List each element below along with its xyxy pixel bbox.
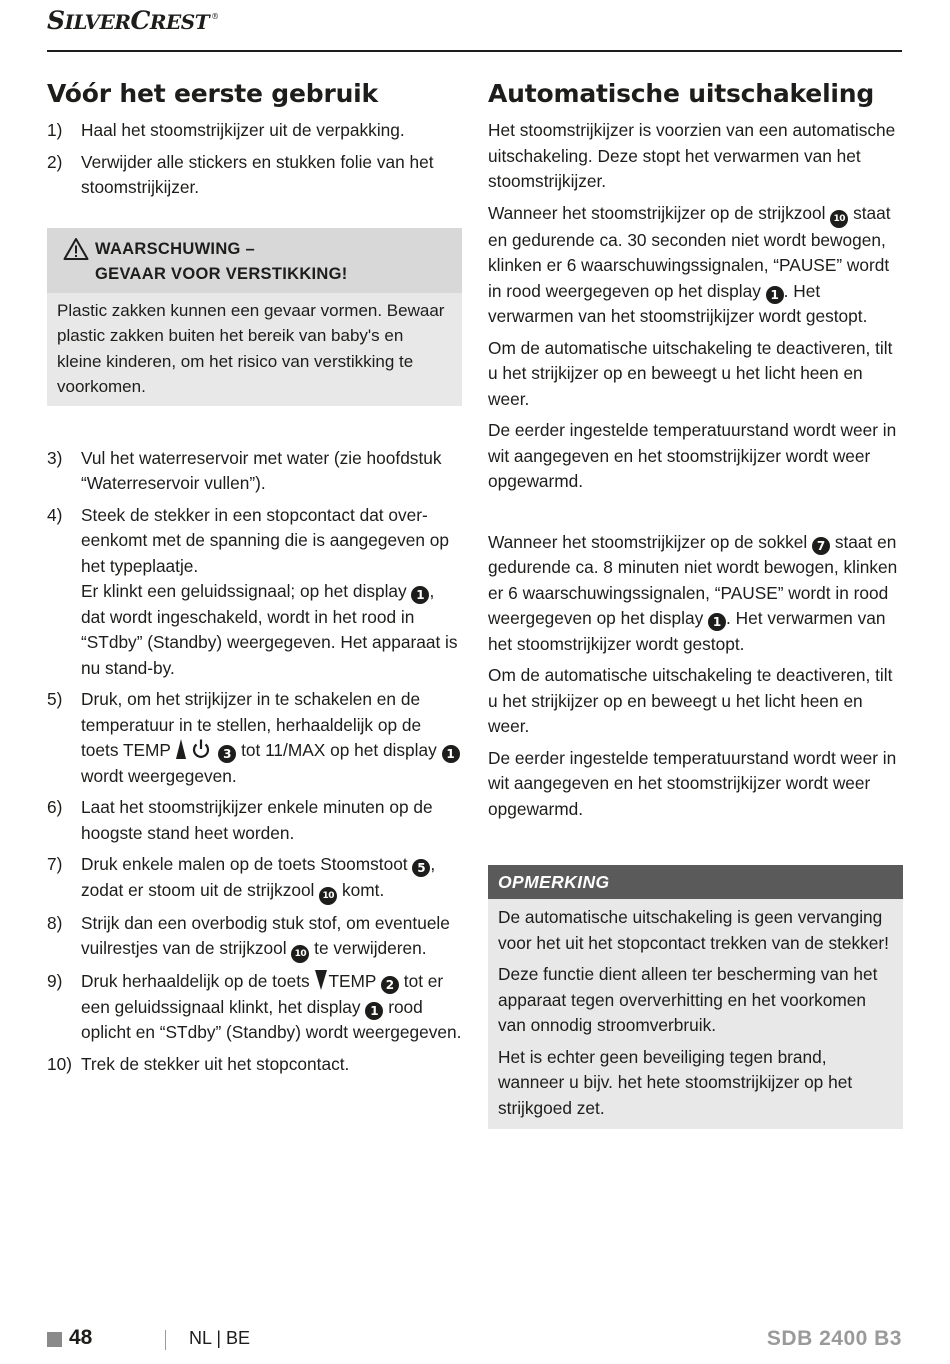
list-item: 3) Vul het waterreservoir met water (zie hoofdstuk “Waterreservoir vullen”). (47, 447, 442, 493)
ref-soleplate-icon: 10 (291, 945, 309, 963)
footer-divider (165, 1330, 166, 1350)
ref-soleplate-icon: 10 (319, 887, 337, 905)
section-title-first-use: Vóór het eerste gebruik (47, 79, 378, 108)
steps-list-a (47, 118, 462, 201)
paragraph: Om de automatische uitschakeling te deactiveren, tilt u het strijkijzer op en beweegt u het licht heen en weer. (488, 665, 893, 736)
paragraph: Wanneer het stoomstrijkijzer op de strijkzool 10 staat en gedurende ca. 30 seconden niet wordt bewogen, klinken er 6 waarschuwingssignalen, “PAUSE” wordt in rood weergegeven op het display 1 . Het verwarmen van het stoomstrijkijzer wordt gestopt. (488, 202, 891, 326)
temp-up-power-icon (175, 738, 213, 760)
warning-heading: WAARSCHUWING – GEVAAR VOOR VERSTIKKING! (47, 228, 462, 293)
list-item: 2) Verwijder alle stickers en stukken folie van het stoomstrijkijzer. (47, 151, 434, 197)
temp-down-icon (314, 969, 328, 991)
note-box (488, 865, 903, 1129)
list-item: 6) Laat het stoomstrijkijzer enkele minuten op de hoogste stand heet worden. (47, 797, 433, 843)
list-item: 5) Druk, om het strijkijzer in te schakelen en de temperatuur in te stellen, herhaaldelijk op de toets TEMP 3 tot 11/MAX op het display 1 wordt weergegeven. (47, 687, 462, 789)
page-header (47, 0, 902, 52)
warning-body: Plastic zakken kunnen een gevaar vormen. Bewaar plastic zakken buiten het bereik van baby's en kleine kinderen, om het risico van verstikking te voorkomen. (57, 300, 445, 396)
paragraph: De eerder ingestelde temperatuurstand wordt weer in wit aangegeven en het stoomstrijkijzer wordt weer opgewarmd. (488, 747, 897, 819)
note-heading: OPMERKING (488, 865, 903, 899)
ref-display-icon: 1 (766, 286, 784, 304)
ref-base-icon: 7 (812, 537, 830, 555)
ref-display-icon: 1 (365, 1002, 383, 1020)
list-item: 10) Trek de stekker uit het stopcontact. (47, 1053, 350, 1074)
section-title-auto-shutoff: Automatische uitschakeling (488, 79, 875, 108)
model-number: SDB 2400 B3 (766, 1327, 902, 1350)
page-footer (47, 1325, 902, 1355)
list-item: 9) Druk herhaaldelijk op de toets TEMP 2 tot er een geluidssignaal klinkt, het display 1 rood oplicht en “STdby” (Standby) wordt weergegeven. (47, 971, 462, 1042)
brand-logo: SILVERCREST ® (47, 6, 219, 35)
language-label: NL | BE (189, 1328, 251, 1348)
steps-list-b (47, 446, 462, 1078)
ref-soleplate-icon: 10 (830, 210, 848, 228)
paragraph: Om de automatische uitschakeling te deactiveren, tilt u het strijkijzer op en beweegt u het licht heen en weer. (488, 337, 893, 409)
note-paragraph: De automatische uitschakeling is geen vervanging voor het uit het stopcontact trekken van de stekker! (498, 907, 889, 953)
ref-steam-icon: 5 (412, 859, 430, 877)
ref-temp-up-icon: 3 (218, 745, 236, 763)
note-paragraph: Het is echter geen beveiliging tegen brand, wanneer u bijv. het hete stoomstrijkijzer op het strijkgoed zet. (498, 1046, 853, 1118)
list-item: 8) Strijk dan een overbodig stuk stof, om eventuele vuilrestjes van de strijkzool 10 te verwijderen. (47, 911, 462, 964)
ref-display-icon: 1 (708, 613, 726, 631)
list-item: 7) Druk enkele malen op de toets Stoomstoot 5 , zodat er stoom uit de strijkzool 10 komt. (47, 852, 462, 905)
footer-marker-icon (47, 1332, 62, 1347)
note-paragraph: Deze functie dient alleen ter bescherming van het apparaat tegen oververhitting en het voorkomen van onnodig stroomverbruik. (498, 964, 878, 1035)
warning-triangle-icon (63, 237, 89, 261)
list-item: 1) Haal het stoomstrijkijzer uit de verpakking. (47, 120, 405, 140)
paragraph: Wanneer het stoomstrijkijzer op de sokkel 7 staat en gedurende ca. 8 minuten niet wordt bewogen, klinken er 6 waarschuwingssignalen, “PAUSE” wordt in rood weergegeven op het display 1 . Het verwarmen van het stoomstrijkijzer wordt gestopt. (488, 531, 898, 654)
page-number: 48 (69, 1326, 93, 1349)
warning-box (47, 228, 462, 406)
left-column (47, 77, 462, 1083)
paragraph: De eerder ingestelde temperatuurstand wordt weer in wit aangegeven en het stoomstrijkijzer wordt weer opgewarmd. (488, 420, 897, 491)
list-item: 4) Steek de stekker in een stopcontact dat overeenkomt met de spanning die is aangegeven op het typeplaatje. Er klinkt een geluidssignaal; op het display 1 , dat wordt ingeschakeld, wordt in het rood in “STdby” (Standby) weergegeven. Het apparaat is nu stand-by. (47, 504, 458, 678)
right-column (488, 77, 903, 1129)
ref-display-icon: 1 (442, 745, 460, 763)
ref-temp-down-icon: 2 (381, 976, 399, 994)
ref-display-icon: 1 (411, 586, 429, 604)
paragraph: Het stoomstrijkijzer is voorzien van een automatische uitschakeling. Deze stopt het verwarmen van het stoomstrijkijzer. (488, 120, 896, 191)
